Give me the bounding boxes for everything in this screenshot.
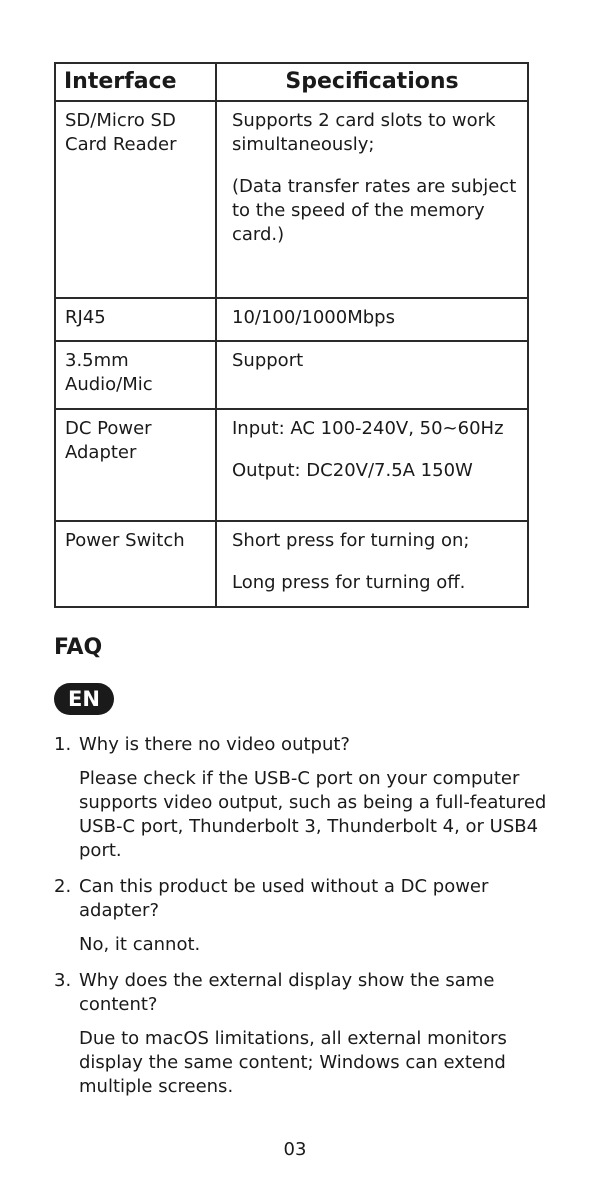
faq-answer: Please check if the USB-C port on your computer supports video output, such as being a full-featured USB-C port, Thunderbolt 3, Thunderbolt 4, or USB4 port. xyxy=(79,768,547,861)
faq-item xyxy=(54,733,554,863)
faq-list xyxy=(54,733,554,1111)
table-header-row xyxy=(55,63,528,101)
faq-title: FAQ xyxy=(54,635,103,660)
faq-number: 3. xyxy=(54,970,72,991)
table-row xyxy=(55,341,528,409)
faq-answer: Due to macOS limitations, all external monitors display the same content; Windows can extend multiple screens. xyxy=(79,1028,507,1097)
spec-line: (Data transfer rates are subject to the speed of the memory card.) xyxy=(232,176,517,245)
language-badge: EN xyxy=(54,683,114,715)
faq-answer: No, it cannot. xyxy=(79,934,201,955)
interface-cell: DC Power Adapter xyxy=(55,409,216,521)
specs-cell xyxy=(216,298,528,341)
specs-cell xyxy=(216,101,528,298)
spec-line: Long press for turning off. xyxy=(232,572,466,593)
faq-number: 1. xyxy=(54,734,72,755)
spec-line: Output: DC20V/7.5A 150W xyxy=(232,460,473,481)
faq-question: Can this product be used without a DC power adapter? xyxy=(79,876,489,921)
faq-item xyxy=(54,875,554,957)
spec-line: 10/100/1000Mbps xyxy=(232,307,395,328)
table-row xyxy=(55,521,528,607)
interface-cell: SD/Micro SD Card Reader xyxy=(55,101,216,298)
interface-cell: 3.5mm Audio/Mic xyxy=(55,341,216,409)
table-row xyxy=(55,101,528,298)
table-row xyxy=(55,298,528,341)
page-number: 03 xyxy=(283,1139,307,1160)
table-row xyxy=(55,409,528,521)
column-header-interface: Interface xyxy=(55,63,216,101)
faq-question: Why does the external display show the same content? xyxy=(79,970,495,1015)
column-header-specifications: Specifications xyxy=(216,63,528,101)
interface-cell: Power Switch xyxy=(55,521,216,607)
faq-question: Why is there no video output? xyxy=(79,734,350,755)
spec-line: Short press for turning on; xyxy=(232,530,470,551)
faq-number: 2. xyxy=(54,876,72,897)
specs-cell xyxy=(216,521,528,607)
spec-line: Support xyxy=(232,350,304,371)
interface-cell: RJ45 xyxy=(55,298,216,341)
specs-cell xyxy=(216,341,528,409)
faq-item xyxy=(54,969,554,1099)
specs-cell xyxy=(216,409,528,521)
spec-table xyxy=(54,62,529,608)
spec-line: Supports 2 card slots to work simultaneously; xyxy=(232,110,496,155)
spec-line: Input: AC 100-240V, 50~60Hz xyxy=(232,418,504,439)
